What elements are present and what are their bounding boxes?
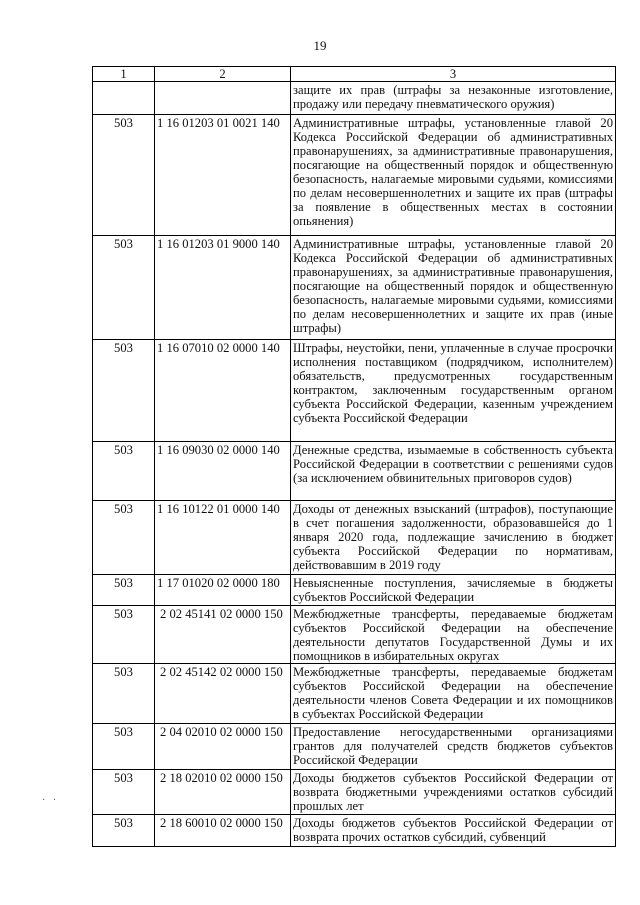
- table-row: [93, 340, 616, 442]
- revenue-description-cell: Штрафы, неустойки, пени, уплаченные в случае просрочки исполнения поставщиком (подрядчиком, исполнителем) обязательств, предусмотренных государственным контрактом, заключенным государственным органом субъекта Российской Федерации, казенным учреждением субъекта Российской Федерации: [291, 340, 616, 442]
- revenue-description-cell: Предоставление негосударственными организациями грантов для получателей средств бюджетов субъектов Российской Федерации: [291, 724, 616, 770]
- revenue-description-cell: Административные штрафы, установленные главой 20 Кодекса Российской Федерации об административных правонарушениях, за административные правонарушения, посягающие на общественный порядок и общественную безопасность, налагаемые мировыми судьями, комиссиями по делам несовершеннолетних и защите их прав (штрафы за появление в общественных местах в состоянии опьянения): [291, 115, 616, 236]
- revenue-description-cell: Доходы бюджетов субъектов Российской Федерации от возврата бюджетными учреждениями остатков субсидий прошлых лет: [291, 770, 616, 815]
- column-header-1: 1: [93, 67, 155, 82]
- admin-code-cell: 503: [93, 575, 155, 606]
- revenue-code-cell: 1 16 01203 01 9000 140: [155, 236, 291, 340]
- margin-mark: · ·: [42, 795, 57, 806]
- admin-code-cell: 503: [93, 340, 155, 442]
- table-row: [93, 236, 616, 340]
- revenue-code-cell: 1 16 10122 01 0000 140: [155, 501, 291, 575]
- table-row: [93, 664, 616, 724]
- revenue-description-cell: Доходы от денежных взысканий (штрафов), поступающие в счет погашения задолженности, образовавшейся до 1 января 2020 года, подлежащие зачислению в бюджет субъекта Российской Федерации по нормативам, действовавшим в 2019 году: [291, 501, 616, 575]
- admin-code-cell: 503: [93, 815, 155, 847]
- revenue-code-cell: 2 18 02010 02 0000 150: [155, 770, 291, 815]
- table-row: [93, 575, 616, 606]
- admin-code-cell: 503: [93, 442, 155, 501]
- revenue-code-cell: 2 02 45142 02 0000 150: [155, 664, 291, 724]
- admin-code-cell: 503: [93, 501, 155, 575]
- table-row: [93, 815, 616, 847]
- column-header-3: 3: [291, 67, 616, 82]
- column-header-2: 2: [155, 67, 291, 82]
- admin-code-cell: 503: [93, 724, 155, 770]
- revenue-code-cell: 2 18 60010 02 0000 150: [155, 815, 291, 847]
- revenue-description-cell: Доходы бюджетов субъектов Российской Федерации от возврата прочих остатков субсидий, субвенций: [291, 815, 616, 847]
- table-header-row: [93, 67, 616, 82]
- admin-code-cell: [93, 82, 155, 115]
- admin-code-cell: 503: [93, 115, 155, 236]
- page-number: 19: [313, 38, 327, 53]
- revenue-code-cell: 2 02 45141 02 0000 150: [155, 606, 291, 664]
- revenue-description-cell: защите их прав (штрафы за незаконные изготовление, продажу или передачу пневматического оружия): [291, 82, 616, 115]
- revenue-code-cell: [155, 82, 291, 115]
- revenue-code-cell: 1 17 01020 02 0000 180: [155, 575, 291, 606]
- revenue-description-cell: Невыясненные поступления, зачисляемые в бюджеты субъектов Российской Федерации: [291, 575, 616, 606]
- revenue-code-cell: 2 04 02010 02 0000 150: [155, 724, 291, 770]
- table-row: [93, 115, 616, 236]
- revenue-description-cell: Денежные средства, изымаемые в собственность субъекта Российской Федерации в соответствии с решениями судов (за исключением обвинительных приговоров судов): [291, 442, 616, 501]
- admin-code-cell: 503: [93, 236, 155, 340]
- revenue-description-cell: Межбюджетные трансферты, передаваемые бюджетам субъектов Российской Федерации на обеспечение деятельности членов Совета Федерации и их помощников в субъектах Российской Федерации: [291, 664, 616, 724]
- table-row: [93, 442, 616, 501]
- revenue-description-cell: Административные штрафы, установленные главой 20 Кодекса Российской Федерации об административных правонарушениях, за административные правонарушения, посягающие на общественный порядок и общественную безопасность, налагаемые мировыми судьями, комиссиями по делам несовершеннолетних и защите их прав (иные штрафы): [291, 236, 616, 340]
- table-row: [93, 770, 616, 815]
- table-row: [93, 501, 616, 575]
- table-row: [93, 82, 616, 115]
- revenue-codes-table: [92, 66, 616, 847]
- revenue-code-cell: 1 16 09030 02 0000 140: [155, 442, 291, 501]
- revenue-code-cell: 1 16 07010 02 0000 140: [155, 340, 291, 442]
- admin-code-cell: 503: [93, 664, 155, 724]
- table-row: [93, 606, 616, 664]
- revenue-code-cell: 1 16 01203 01 0021 140: [155, 115, 291, 236]
- admin-code-cell: 503: [93, 770, 155, 815]
- revenue-description-cell: Межбюджетные трансферты, передаваемые бюджетам субъектов Российской Федерации на обеспечение деятельности депутатов Государственной Думы и их помощников в избирательных округах: [291, 606, 616, 664]
- table-row: [93, 724, 616, 770]
- admin-code-cell: 503: [93, 606, 155, 664]
